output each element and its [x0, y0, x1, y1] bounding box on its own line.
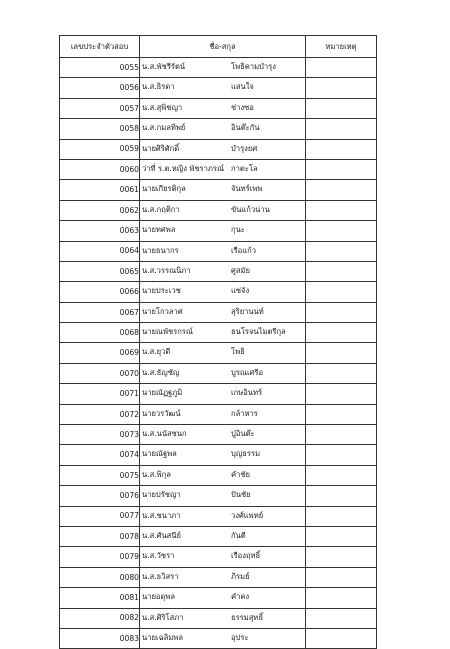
table-row [60, 119, 377, 139]
exam-id-cell: 0057 [60, 98, 140, 118]
table-row [60, 608, 377, 628]
remark-cell [306, 425, 377, 445]
table-row [60, 282, 377, 302]
exam-id-cell: 0080 [60, 567, 140, 587]
last-name: กันตี [231, 530, 246, 540]
exam-id-cell: 0066 [60, 282, 140, 302]
table-row [60, 221, 377, 241]
remark-cell [306, 465, 377, 485]
last-name: บุญธรรม [231, 449, 261, 459]
full-name-cell [140, 384, 306, 404]
full-name-cell [140, 425, 306, 445]
remark-cell [306, 98, 377, 118]
last-name: โพธิคามบำรุง [231, 62, 276, 71]
last-name: ขันแก้วน่าน [231, 204, 270, 214]
last-name: อุประ [231, 632, 249, 642]
remark-cell [306, 445, 377, 465]
last-name: ธนโรจนไมตรีกุล [231, 327, 286, 337]
full-name-cell [140, 180, 306, 200]
full-name-cell [140, 343, 306, 363]
first-name: น.ส.นนัสชนก [142, 429, 187, 439]
last-name: ปู่อินต๊ะ [231, 429, 255, 439]
exam-id-cell: 0073 [60, 425, 140, 445]
first-name: น.ส.พิกุล [142, 469, 171, 479]
exam-id-cell: 0071 [60, 384, 140, 404]
full-name-cell [140, 302, 306, 322]
table-row [60, 425, 377, 445]
first-name: น.ส.กฤติกา [142, 204, 180, 214]
remark-cell [306, 628, 377, 648]
full-name-cell [140, 363, 306, 383]
last-name: แสนใจ [231, 82, 254, 92]
full-name-cell [140, 139, 306, 159]
exam-id-cell: 0068 [60, 323, 140, 343]
remark-cell [306, 78, 377, 98]
remark-cell [306, 282, 377, 302]
full-name-cell [140, 465, 306, 485]
last-name: บูรณเศรีอ [231, 367, 263, 377]
exam-id-cell: 0055 [60, 58, 140, 78]
table-row [60, 98, 377, 118]
first-name: นายประเวช [142, 286, 181, 296]
first-name: น.ส.ศิริโสภา [142, 612, 184, 622]
remark-cell [306, 363, 377, 383]
remark-cell [306, 200, 377, 220]
remark-cell [306, 547, 377, 567]
first-name: น.ส.ธัญชัญ [142, 367, 180, 377]
header-full-name: ชื่อ-สกุล [140, 36, 306, 58]
first-name: นายปรัชญา [142, 490, 181, 500]
full-name-cell [140, 58, 306, 78]
full-name-cell [140, 200, 306, 220]
exam-id-cell: 0075 [60, 465, 140, 485]
first-name: นายโกวลาศ [142, 306, 183, 316]
exam-id-cell: 0067 [60, 302, 140, 322]
last-name: คำชัย [231, 469, 250, 479]
full-name-cell [140, 221, 306, 241]
exam-id-cell: 0063 [60, 221, 140, 241]
full-name-cell [140, 608, 306, 628]
last-name: ภิรมย์ [231, 571, 250, 581]
table-row [60, 323, 377, 343]
last-name: โพธิ [231, 347, 245, 357]
table-row [60, 302, 377, 322]
exam-id-cell: 0056 [60, 78, 140, 98]
exam-id-cell: 0083 [60, 628, 140, 648]
first-name: น.ส.ธวิสรา [142, 571, 179, 581]
exam-id-cell: 0074 [60, 445, 140, 465]
last-name: กุนะ [231, 225, 245, 235]
remark-cell [306, 58, 377, 78]
last-name: เรือแก้ว [231, 245, 256, 255]
remark-cell [306, 343, 377, 363]
table-row [60, 588, 377, 608]
first-name: นายอดุพล [142, 592, 176, 602]
full-name-cell [140, 628, 306, 648]
first-name: น.ส.วัชรา [142, 551, 175, 561]
table-row [60, 384, 377, 404]
full-name-cell [140, 241, 306, 261]
remark-cell [306, 180, 377, 200]
full-name-cell [140, 404, 306, 424]
first-name: นายณัฐพล [142, 449, 177, 459]
first-name: นายทศพล [142, 225, 176, 235]
exam-id-cell: 0082 [60, 608, 140, 628]
table-row [60, 159, 377, 179]
remark-cell [306, 221, 377, 241]
table-row [60, 567, 377, 587]
full-name-cell [140, 526, 306, 546]
table-row [60, 547, 377, 567]
exam-id-cell: 0072 [60, 404, 140, 424]
exam-id-cell: 0076 [60, 486, 140, 506]
exam-id-cell: 0058 [60, 119, 140, 139]
remark-cell [306, 608, 377, 628]
remark-cell [306, 404, 377, 424]
full-name-cell [140, 323, 306, 343]
table-row [60, 200, 377, 220]
last-name: ช่างซอ [231, 102, 254, 112]
last-name: จันทร์เพพ [231, 184, 263, 194]
full-name-cell [140, 506, 306, 526]
last-name: เกษอินทร์ [231, 388, 263, 398]
first-name: นายณพัชรกรณ์ [142, 327, 193, 337]
first-name: นายศิริศักดิ์ [142, 143, 180, 153]
table-row [60, 363, 377, 383]
table-row [60, 628, 377, 648]
first-name: น.ส.พัชรีรัตน์ [142, 62, 186, 71]
table-row [60, 180, 377, 200]
remark-cell [306, 384, 377, 404]
exam-id-cell: 0078 [60, 526, 140, 546]
full-name-cell [140, 588, 306, 608]
full-name-cell [140, 445, 306, 465]
last-name: ปันชัย [231, 490, 251, 500]
remark-cell [306, 261, 377, 281]
last-name: บำรุงยศ [231, 143, 258, 153]
table-row [60, 261, 377, 281]
header-exam-id: เลขประจำตัวสอบ [60, 36, 140, 58]
full-name-cell [140, 486, 306, 506]
remark-cell [306, 506, 377, 526]
header-remark: หมายเหตุ [306, 36, 377, 58]
remark-cell [306, 159, 377, 179]
first-name: นายธนากร [142, 245, 179, 255]
table-row [60, 506, 377, 526]
last-name: สุริยานนท์ [231, 306, 264, 316]
exam-id-cell: 0060 [60, 159, 140, 179]
table-row [60, 343, 377, 363]
last-name: ธรรมสุทธิ์ [231, 612, 264, 622]
table-row [60, 445, 377, 465]
full-name-cell [140, 547, 306, 567]
first-name: นายเกียรติกุล [142, 184, 186, 194]
full-name-cell [140, 119, 306, 139]
last-name: แซ่จัง [231, 286, 250, 296]
first-name: ว่าที่ ร.ต.หญิง พัชราภรณ์ [142, 163, 225, 173]
first-name: นายณัฏฐภูมิ [142, 388, 183, 398]
table-row [60, 241, 377, 261]
table-header-row [60, 36, 377, 58]
last-name: ศูสมัย [231, 265, 250, 275]
exam-id-cell: 0062 [60, 200, 140, 220]
first-name: น.ส.ชนาภา [142, 510, 181, 520]
remark-cell [306, 588, 377, 608]
full-name-cell [140, 282, 306, 302]
remark-cell [306, 526, 377, 546]
exam-id-cell: 0070 [60, 363, 140, 383]
remark-cell [306, 567, 377, 587]
last-name: วงศ์แพทย์ [231, 510, 264, 520]
last-name: อินต๊ะกัน [231, 123, 260, 133]
table-row [60, 139, 377, 159]
candidate-table [59, 35, 377, 649]
last-name: กาตะโล [231, 163, 258, 173]
first-name: น.ส.กมลทิพย์ [142, 123, 186, 133]
table-row [60, 78, 377, 98]
first-name: นายวรวัฒน์ [142, 408, 181, 418]
table-row [60, 465, 377, 485]
exam-id-cell: 0064 [60, 241, 140, 261]
exam-id-cell: 0081 [60, 588, 140, 608]
exam-id-cell: 0077 [60, 506, 140, 526]
table-row [60, 526, 377, 546]
exam-id-cell: 0059 [60, 139, 140, 159]
last-name: คำคง [231, 592, 250, 602]
table-row [60, 404, 377, 424]
remark-cell [306, 119, 377, 139]
full-name-cell [140, 78, 306, 98]
full-name-cell [140, 98, 306, 118]
full-name-cell [140, 567, 306, 587]
first-name: นายเฉลิมพล [142, 632, 183, 642]
remark-cell [306, 323, 377, 343]
exam-id-cell: 0069 [60, 343, 140, 363]
first-name: น.ส.สุพิชญา [142, 102, 183, 112]
first-name: น.ส.ธิรดา [142, 82, 175, 92]
remark-cell [306, 241, 377, 261]
first-name: น.ส.ศันสนีย์ [142, 530, 181, 540]
first-name: น.ส.ยุวดี [142, 347, 171, 357]
last-name: เรืองฤทธิ์ [231, 551, 261, 561]
remark-cell [306, 486, 377, 506]
first-name: น.ส.วรรณนิภา [142, 265, 191, 275]
remark-cell [306, 139, 377, 159]
exam-id-cell: 0079 [60, 547, 140, 567]
remark-cell [306, 302, 377, 322]
exam-id-cell: 0065 [60, 261, 140, 281]
full-name-cell [140, 261, 306, 281]
last-name: กล้าหาร [231, 408, 258, 418]
full-name-cell [140, 159, 306, 179]
table-row [60, 486, 377, 506]
exam-id-cell: 0061 [60, 180, 140, 200]
table-row [60, 58, 377, 78]
